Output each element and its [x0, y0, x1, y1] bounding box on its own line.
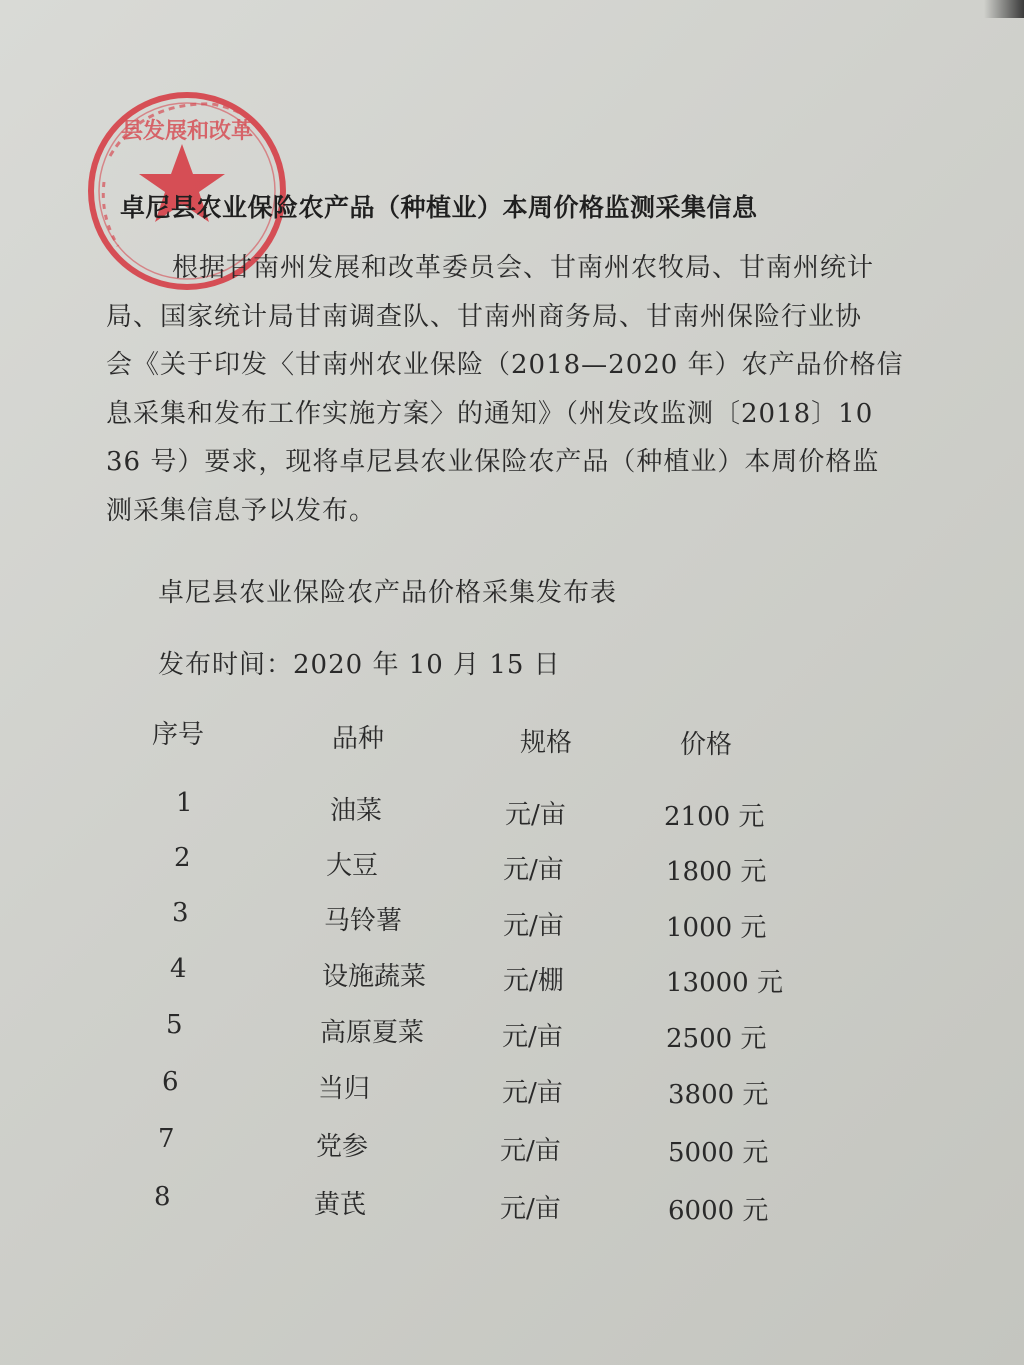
row-item: 马铃薯 — [324, 906, 403, 936]
row-number: 7 — [158, 1124, 175, 1154]
row-number: 5 — [166, 1010, 183, 1040]
row-item: 大豆 — [326, 851, 379, 881]
publish-time — [158, 644, 561, 681]
row-number: 3 — [172, 898, 189, 928]
row-item: 黄芪 — [314, 1190, 367, 1220]
row-number: 6 — [162, 1067, 179, 1097]
row-price: 2500 元 — [666, 1024, 767, 1054]
row-price: 3800 元 — [668, 1080, 769, 1110]
row-unit: 元/亩 — [505, 800, 566, 830]
paragraph-line: 测采集信息予以发布。 — [106, 495, 377, 526]
row-unit: 元/亩 — [503, 911, 564, 941]
paragraph-line: 息采集和发布工作实施方案〉的通知》（州发改监测〔2018〕10 — [106, 398, 874, 429]
publish-date: 2020 年 10 月 15 日 — [293, 650, 561, 680]
table-caption: 卓尼县农业保险农产品价格采集发布表 — [158, 578, 618, 608]
row-number: 1 — [176, 788, 193, 818]
row-item: 当归 — [318, 1074, 371, 1104]
row-item: 党参 — [316, 1132, 369, 1162]
seal-text: 县发展和改革 — [120, 119, 254, 144]
row-item: 设施蔬菜 — [322, 962, 427, 992]
row-unit: 元/亩 — [500, 1136, 561, 1166]
header-item: 品种 — [332, 724, 385, 754]
row-price: 6000 元 — [668, 1196, 769, 1226]
row-item: 油菜 — [330, 796, 383, 826]
header-no: 序号 — [152, 720, 205, 750]
row-number: 8 — [154, 1182, 171, 1212]
row-item: 高原夏菜 — [320, 1018, 425, 1048]
row-price: 5000 元 — [668, 1138, 769, 1168]
photo-corner-shadow — [984, 0, 1024, 18]
row-unit: 元/棚 — [503, 966, 564, 996]
paragraph-line: 36 号）要求，现将卓尼县农业保险农产品（种植业）本周价格监 — [106, 447, 880, 477]
row-price: 1800 元 — [666, 857, 767, 887]
body-paragraph — [106, 244, 918, 535]
row-price: 13000 元 — [666, 968, 783, 998]
paragraph-line: 会《关于印发〈甘南州农业保险（2018—2020 年）农产品价格信 — [106, 350, 904, 380]
row-price: 2100 元 — [664, 802, 765, 832]
row-unit: 元/亩 — [503, 855, 564, 885]
paragraph-line: 根据甘南州发展和改革委员会、甘南州农牧局、甘南州统计 — [172, 253, 875, 283]
document-title: 卓尼县农业保险农产品（种植业）本周价格监测采集信息 — [120, 193, 758, 222]
header-price: 价格 — [680, 730, 733, 760]
row-number: 2 — [174, 843, 191, 873]
row-number: 4 — [170, 954, 187, 984]
paragraph-line: 局、国家统计局甘南调查队、甘南州商务局、甘南州保险行业协 — [106, 301, 863, 332]
row-unit: 元/亩 — [502, 1078, 563, 1108]
row-unit: 元/亩 — [500, 1194, 561, 1224]
row-unit: 元/亩 — [502, 1022, 563, 1052]
row-price: 1000 元 — [666, 913, 767, 943]
header-unit: 规格 — [520, 728, 573, 758]
publish-label: 发布时间： — [158, 650, 294, 680]
